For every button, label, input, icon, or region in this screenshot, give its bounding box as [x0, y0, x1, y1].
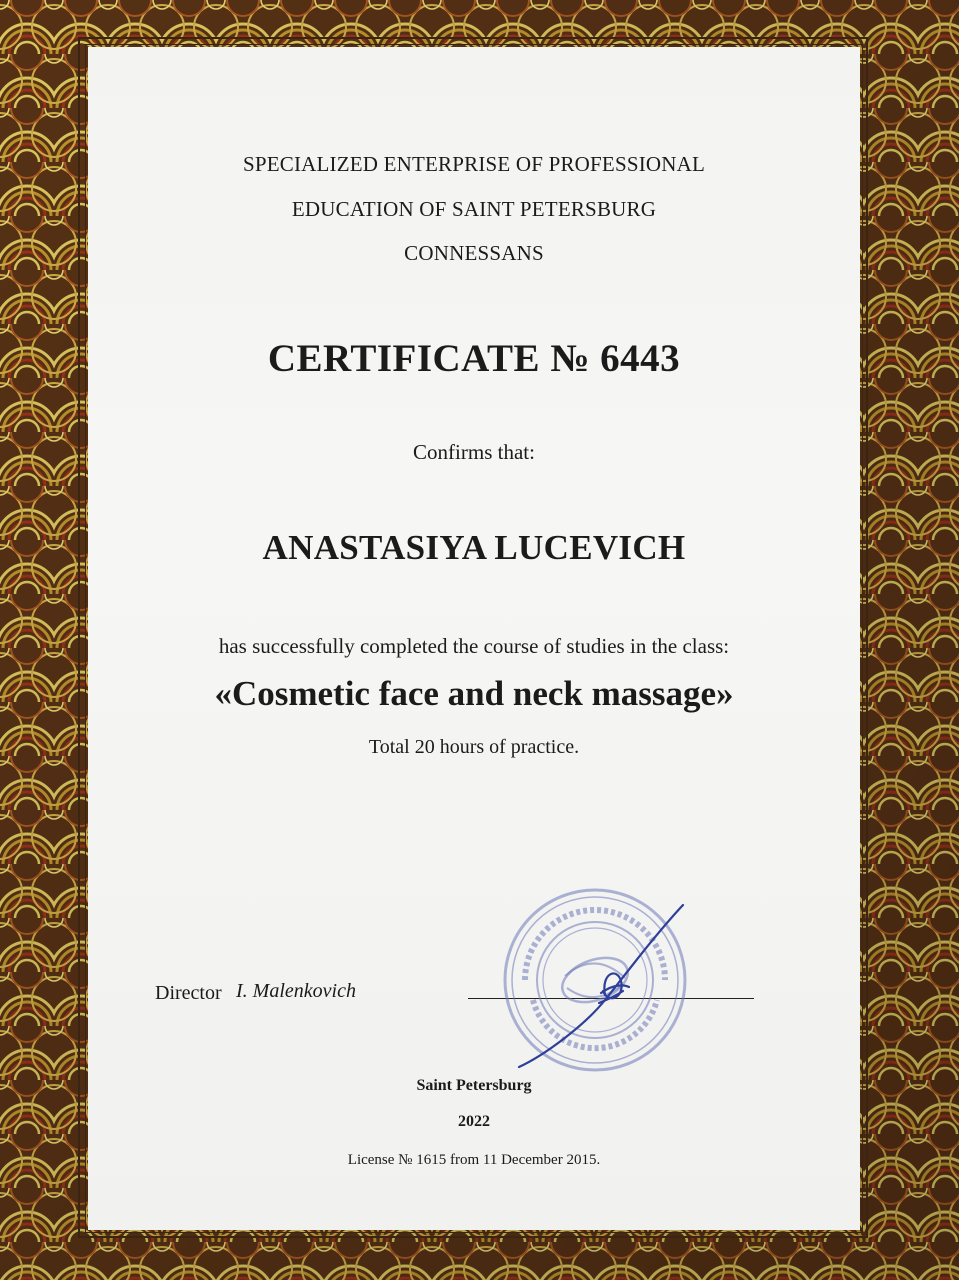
course-title: «Cosmetic face and neck massage»: [214, 674, 734, 713]
organization-line-1: SPECIALIZED ENTERPRISE OF PROFESSIONAL: [242, 152, 706, 176]
confirms-text: Confirms that:: [413, 440, 535, 464]
issue-year: 2022: [458, 1113, 490, 1130]
recipient-name: ANASTASIYA LUCEVICH: [262, 528, 686, 567]
license-info: License № 1615 from 11 December 2015.: [347, 1152, 601, 1168]
hours-text: Total 20 hours of practice.: [368, 736, 580, 758]
certificate-title: CERTIFICATE № 6443: [267, 337, 681, 380]
organization-line-2: EDUCATION OF SAINT PETERSBURG: [291, 197, 657, 221]
director-name: I. Malenkovich: [236, 980, 356, 1002]
organization-line-3: CONNESSANS: [404, 241, 544, 265]
issue-city: Saint Petersburg: [416, 1077, 532, 1094]
director-label: Director: [155, 982, 222, 1004]
completion-text: has successfully completed the course of studies in the class:: [218, 634, 730, 658]
director-signature: [505, 895, 695, 1075]
